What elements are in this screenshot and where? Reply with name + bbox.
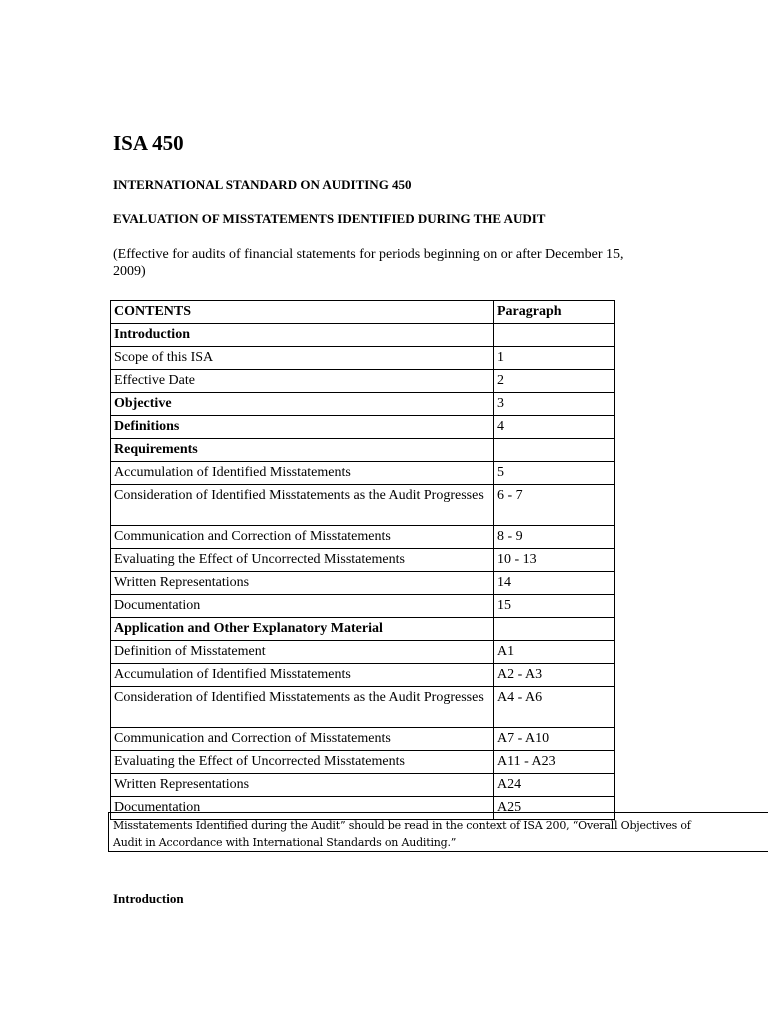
- contents-item-label: Requirements: [111, 439, 494, 462]
- contents-item-paragraph: A24: [494, 774, 615, 797]
- contents-item-paragraph: A1: [494, 641, 615, 664]
- contents-item-label: Definitions: [111, 416, 494, 439]
- contents-item-paragraph: A4 - A6: [494, 687, 615, 728]
- contents-item-label: Written Representations: [111, 774, 494, 797]
- contents-item-label: Accumulation of Identified Misstatements: [111, 664, 494, 687]
- contents-header-row: [111, 301, 615, 324]
- footnote-line-1: Misstatements Identified during the Audit” should be read in the context of ISA 200, “Overall Objectives of: [113, 819, 691, 832]
- footnote-box: [108, 812, 768, 852]
- contents-item-paragraph: [494, 324, 615, 347]
- standard-heading: INTERNATIONAL STANDARD ON AUDITING 450: [113, 177, 412, 192]
- contents-item-paragraph: 15: [494, 595, 615, 618]
- contents-item-label: Documentation: [111, 797, 494, 820]
- table-row: [111, 370, 615, 393]
- contents-item-label: Definition of Misstatement: [111, 641, 494, 664]
- contents-item-paragraph: 3: [494, 393, 615, 416]
- table-row: [111, 462, 615, 485]
- table-row: [111, 572, 615, 595]
- contents-item-paragraph: 8 - 9: [494, 526, 615, 549]
- contents-item-label: Application and Other Explanatory Material: [111, 618, 494, 641]
- contents-item-label: Evaluating the Effect of Uncorrected Misstatements: [111, 751, 494, 774]
- introduction-heading: Introduction: [113, 891, 184, 906]
- contents-table-body: [111, 301, 615, 820]
- table-row: [111, 687, 615, 728]
- contents-item-label: Documentation: [111, 595, 494, 618]
- contents-item-paragraph: 2: [494, 370, 615, 393]
- footnote-line-2: Audit in Accordance with International Standards on Auditing.”: [113, 836, 457, 849]
- contents-item-paragraph: 10 - 13: [494, 549, 615, 572]
- table-row: [111, 347, 615, 370]
- contents-table: [110, 300, 615, 820]
- contents-item-paragraph: A7 - A10: [494, 728, 615, 751]
- contents-item-label: Communication and Correction of Misstatements: [111, 526, 494, 549]
- contents-item-paragraph: [494, 618, 615, 641]
- contents-item-label: Introduction: [111, 324, 494, 347]
- contents-item-paragraph: A2 - A3: [494, 664, 615, 687]
- contents-item-paragraph: 4: [494, 416, 615, 439]
- table-row: [111, 439, 615, 462]
- contents-item-paragraph: [494, 439, 615, 462]
- subject-heading: EVALUATION OF MISSTATEMENTS IDENTIFIED DURING THE AUDIT: [113, 211, 546, 226]
- contents-item-label: Written Representations: [111, 572, 494, 595]
- contents-item-paragraph: 5: [494, 462, 615, 485]
- contents-item-label: Evaluating the Effect of Uncorrected Misstatements: [111, 549, 494, 572]
- table-row: [111, 728, 615, 751]
- table-row: [111, 595, 615, 618]
- effective-date-note: (Effective for audits of financial statements for periods beginning on or after December 15, 2009): [113, 247, 624, 279]
- contents-item-label: Consideration of Identified Misstatements as the Audit Progresses: [111, 687, 494, 728]
- contents-item-paragraph: 1: [494, 347, 615, 370]
- table-row: [111, 751, 615, 774]
- table-row: [111, 526, 615, 549]
- paragraph-header-label: Paragraph: [494, 301, 615, 324]
- contents-item-label: Accumulation of Identified Misstatements: [111, 462, 494, 485]
- contents-item-paragraph: 6 - 7: [494, 485, 615, 526]
- contents-header-label: CONTENTS: [111, 301, 494, 324]
- contents-item-label: Effective Date: [111, 370, 494, 393]
- table-row: [111, 416, 615, 439]
- table-row: [111, 324, 615, 347]
- table-row: [111, 664, 615, 687]
- contents-item-label: Scope of this ISA: [111, 347, 494, 370]
- contents-item-label: Communication and Correction of Misstatements: [111, 728, 494, 751]
- table-row: [111, 774, 615, 797]
- document-title: ISA 450: [113, 131, 184, 155]
- contents-item-paragraph: A25: [494, 797, 615, 820]
- table-row: [111, 641, 615, 664]
- contents-item-paragraph: 14: [494, 572, 615, 595]
- contents-item-paragraph: A11 - A23: [494, 751, 615, 774]
- table-row: [111, 549, 615, 572]
- table-row: [111, 618, 615, 641]
- contents-item-label: Objective: [111, 393, 494, 416]
- table-row: [111, 393, 615, 416]
- contents-item-label: Consideration of Identified Misstatements as the Audit Progresses: [111, 485, 494, 526]
- table-row: [111, 485, 615, 526]
